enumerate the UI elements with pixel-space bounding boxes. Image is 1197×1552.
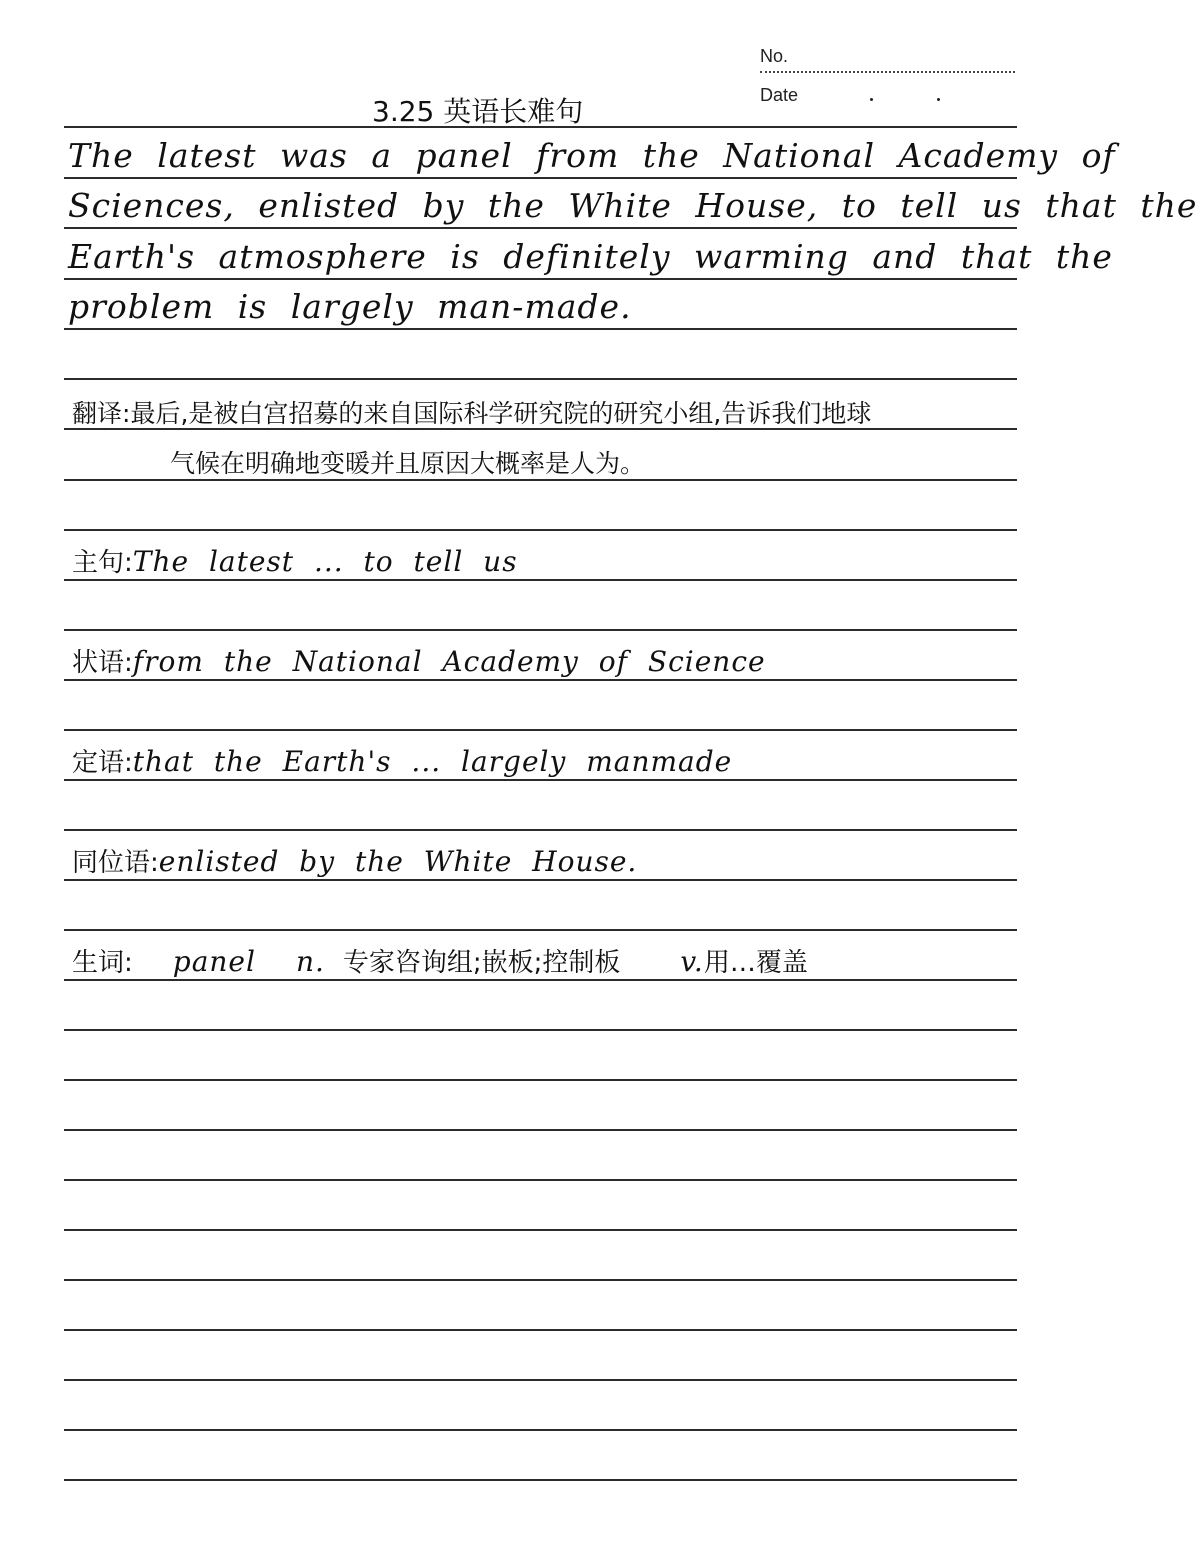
ruled-line <box>64 1329 1017 1331</box>
adverbial-text: from the National Academy of Science <box>132 645 766 678</box>
ruled-line <box>64 1229 1017 1231</box>
main-clause-label: 主句: <box>72 548 133 578</box>
vocabulary-label: 生词: <box>72 948 133 978</box>
vocabulary-meaning-verb: 用…覆盖 <box>703 948 808 978</box>
ruled-line <box>64 1129 1017 1131</box>
ruled-line <box>64 1079 1017 1081</box>
date-label: Date <box>760 85 799 105</box>
ruled-line <box>64 1379 1017 1381</box>
number-dotted-line <box>760 71 1015 73</box>
appositive-label: 同位语: <box>72 848 159 878</box>
vocabulary-pos-verb: v. <box>680 945 704 978</box>
ruled-line <box>64 879 1017 881</box>
translation-first-line <box>72 394 871 430</box>
ruled-line <box>64 579 1017 581</box>
ruled-line <box>64 1429 1017 1431</box>
main-clause-note <box>72 542 518 579</box>
adverbial-note <box>72 642 766 679</box>
ruled-line <box>64 227 1017 229</box>
ruled-line <box>64 1029 1017 1031</box>
ruled-line <box>64 679 1017 681</box>
ruled-line <box>64 126 1017 128</box>
translation-text: 最后,是被白宫招募的来自国际科学研究院的研究小组,告诉我们地球 <box>130 399 872 428</box>
passage-line: The latest was a panel from the National Academy of <box>68 136 1116 175</box>
ruled-line <box>64 929 1017 931</box>
passage-line: problem is largely man-made. <box>68 287 632 326</box>
vocabulary-note <box>72 942 808 979</box>
attributive-label: 定语: <box>72 748 133 778</box>
adverbial-label: 状语: <box>72 648 133 678</box>
ruled-line <box>64 328 1017 330</box>
translation-second-line: 气候在明确地变暖并且原因大概率是人为。 <box>170 449 646 478</box>
ruled-line <box>64 1479 1017 1481</box>
attributive-note <box>72 742 732 779</box>
passage-line: Sciences, enlisted by the White House, to tell us that the <box>68 186 1197 225</box>
ruled-line <box>64 979 1017 981</box>
ruled-line <box>64 378 1017 380</box>
passage-line: Earth's atmosphere is definitely warming and that the <box>68 237 1113 276</box>
ruled-line <box>64 779 1017 781</box>
main-clause-text: The latest ... to tell us <box>132 545 518 578</box>
ruled-line <box>64 829 1017 831</box>
ruled-line <box>64 529 1017 531</box>
date-separator-dot <box>870 98 873 101</box>
vocabulary-pos-noun: n. <box>295 945 325 978</box>
ruled-line <box>64 177 1017 179</box>
ruled-line <box>64 1179 1017 1181</box>
ruled-line <box>64 1279 1017 1281</box>
translation-label: 翻译: <box>72 399 131 428</box>
ruled-line <box>64 729 1017 731</box>
number-label: No. <box>760 46 789 66</box>
attributive-text: that the Earth's ... largely manmade <box>132 745 733 778</box>
page-title: 3.25 英语长难句 <box>372 95 584 128</box>
ruled-line <box>64 278 1017 280</box>
date-separator-dot <box>937 98 940 101</box>
vocabulary-meaning-noun: 专家咨询组;嵌板;控制板 <box>342 948 621 978</box>
appositive-note <box>72 842 637 879</box>
vocabulary-word: panel <box>172 945 256 978</box>
ruled-line <box>64 629 1017 631</box>
appositive-text: enlisted by the White House. <box>158 845 638 878</box>
